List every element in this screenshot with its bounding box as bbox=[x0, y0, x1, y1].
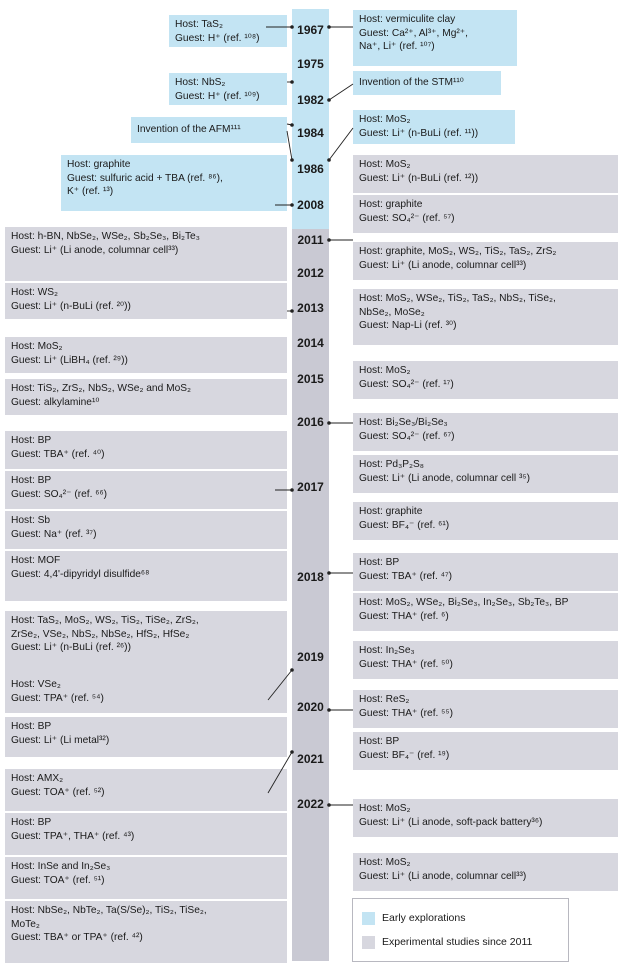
left-event-box-4: Host: graphite Guest: sulfuric acid + TBA (ref. ⁸⁶), K⁺ (ref. ¹³) bbox=[61, 155, 287, 211]
legend bbox=[352, 898, 569, 962]
left-event-box-10: Host: BP Guest: SO₄²⁻ (ref. ⁶⁶) bbox=[5, 471, 287, 509]
left-event-box-12: Host: MOF Guest: 4,4'-dipyridyl disulfide⁶⁸ bbox=[5, 551, 287, 601]
year-1986: 1986 bbox=[297, 162, 324, 176]
right-event-box-5: Host: graphite Guest: SO₄²⁻ (ref. ⁵⁷) bbox=[353, 195, 618, 233]
year-2016: 2016 bbox=[297, 415, 324, 429]
left-event-box-9: Host: BP Guest: TBA⁺ (ref. ⁴⁰) bbox=[5, 431, 287, 469]
right-event-box-3: Host: MoS₂ Guest: Li⁺ (n-BuLi (ref. ¹¹)) bbox=[353, 110, 515, 144]
year-2017: 2017 bbox=[297, 480, 324, 494]
right-event-box-16: Host: BP Guest: BF₄⁻ (ref. ¹⁹) bbox=[353, 732, 618, 770]
left-event-box-17: Host: BP Guest: TPA⁺, THA⁺ (ref. ⁴³) bbox=[5, 813, 287, 855]
left-event-box-16: Host: AMX₂ Guest: TOA⁺ (ref. ⁵²) bbox=[5, 769, 287, 811]
left-event-box-11: Host: Sb Guest: Na⁺ (ref. ³⁷) bbox=[5, 511, 287, 549]
right-event-box-6: Host: graphite, MoS₂, WS₂, TiS₂, TaS₂, ZrS₂ Guest: Li⁺ (Li anode, columnar cell³³) bbox=[353, 242, 618, 280]
right-event-box-18: Host: MoS₂ Guest: Li⁺ (Li anode, columnar cell³³) bbox=[353, 853, 618, 891]
left-event-box-3: Invention of the AFM¹¹¹ bbox=[131, 117, 287, 143]
right-event-box-2: Invention of the STM¹¹⁰ bbox=[353, 71, 501, 95]
right-event-box-4: Host: MoS₂ Guest: Li⁺ (n-BuLi (ref. ¹²)) bbox=[353, 155, 618, 193]
left-event-box-7: Host: MoS₂ Guest: Li⁺ (LiBH₄ (ref. ²⁹)) bbox=[5, 337, 287, 373]
right-event-box-11: Host: graphite Guest: BF₄⁻ (ref. ⁶¹) bbox=[353, 502, 618, 540]
year-2021: 2021 bbox=[297, 752, 324, 766]
year-2013: 2013 bbox=[297, 301, 324, 315]
year-2022: 2022 bbox=[297, 797, 324, 811]
right-event-box-14: Host: In₂Se₃ Guest: THA⁺ (ref. ⁵⁰) bbox=[353, 641, 618, 679]
left-event-box-5: Host: h-BN, NbSe₂, WSe₂, Sb₂Se₃, Bi₂Te₃ Guest: Li⁺ (Li anode, columnar cell³³) bbox=[5, 227, 287, 281]
year-2011: 2011 bbox=[297, 233, 324, 247]
year-1984: 1984 bbox=[297, 126, 324, 140]
legend-swatch-experimental bbox=[362, 936, 375, 949]
left-event-box-18: Host: InSe and In₂Se₃ Guest: TOA⁺ (ref. ⁵¹) bbox=[5, 857, 287, 899]
left-event-box-14: Host: VSe₂ Guest: TPA⁺ (ref. ⁵⁴) bbox=[5, 675, 287, 713]
year-2015: 2015 bbox=[297, 372, 324, 386]
year-1967: 1967 bbox=[297, 23, 324, 37]
year-2018: 2018 bbox=[297, 570, 324, 584]
right-event-box-1: Host: vermiculite clay Guest: Ca²⁺, Al³⁺, Mg²⁺, Na⁺, Li⁺ (ref. ¹⁰⁷) bbox=[353, 10, 517, 66]
left-event-box-19: Host: NbSe₂, NbTe₂, Ta(S/Se)₂, TiS₂, TiSe₂, MoTe₂ Guest: TBA⁺ or TPA⁺ (ref. ⁴²) bbox=[5, 901, 287, 963]
connector-line-5 bbox=[329, 84, 353, 100]
year-2008: 2008 bbox=[297, 198, 324, 212]
left-event-box-1: Host: TaS₂ Guest: H⁺ (ref. ¹⁰⁸) bbox=[169, 15, 287, 47]
right-event-box-8: Host: MoS₂ Guest: SO₄²⁻ (ref. ¹⁷) bbox=[353, 361, 618, 399]
year-2020: 2020 bbox=[297, 700, 324, 714]
year-2012: 2012 bbox=[297, 266, 324, 280]
left-event-box-6: Host: WS₂ Guest: Li⁺ (n-BuLi (ref. ²⁰)) bbox=[5, 283, 287, 319]
year-2014: 2014 bbox=[297, 336, 324, 350]
right-event-box-15: Host: ReS₂ Guest: THA⁺ (ref. ⁵⁵) bbox=[353, 690, 618, 728]
right-event-box-9: Host: Bi₂Se₃/Bi₂Se₃ Guest: SO₄²⁻ (ref. ⁶⁷) bbox=[353, 413, 618, 451]
left-event-box-15: Host: BP Guest: Li⁺ (Li metal³²) bbox=[5, 717, 287, 757]
year-1982: 1982 bbox=[297, 93, 324, 107]
right-event-box-17: Host: MoS₂ Guest: Li⁺ (Li anode, soft-pack battery³⁶) bbox=[353, 799, 618, 837]
year-1975: 1975 bbox=[297, 57, 324, 71]
connector-line-7 bbox=[329, 128, 353, 160]
right-event-box-13: Host: MoS₂, WSe₂, Bi₂Se₃, In₂Se₃, Sb₂Te₃, BP Guest: THA⁺ (ref. ⁶) bbox=[353, 593, 618, 631]
legend-swatch-early bbox=[362, 912, 375, 925]
right-event-box-12: Host: BP Guest: TBA⁺ (ref. ⁴⁷) bbox=[353, 553, 618, 591]
year-2019: 2019 bbox=[297, 650, 324, 664]
left-event-box-2: Host: NbS₂ Guest: H⁺ (ref. ¹⁰⁹) bbox=[169, 73, 287, 105]
right-event-box-10: Host: Pd₃P₂S₈ Guest: Li⁺ (Li anode, columnar cell ³⁵) bbox=[353, 455, 618, 493]
left-event-box-13: Host: TaS₂, MoS₂, WS₂, TiS₂, TiSe₂, ZrS₂, ZrSe₂, VSe₂, NbS₂, NbSe₂, HfS₂, HfSe₂ Guest: Li⁺ (n-BuLi (ref. ²⁶)) bbox=[5, 611, 287, 675]
legend-label-early: Early explorations bbox=[382, 912, 466, 924]
right-event-box-7: Host: MoS₂, WSe₂, TiS₂, TaS₂, NbS₂, TiSe₂, NbSe₂, MoSe₂ Guest: Nap-Li (ref. ³⁰) bbox=[353, 289, 618, 345]
legend-label-experimental: Experimental studies since 2011 bbox=[382, 936, 533, 948]
left-event-box-8: Host: TiS₂, ZrS₂, NbS₂, WSe₂ and MoS₂ Guest: alkylamine¹⁰ bbox=[5, 379, 287, 415]
